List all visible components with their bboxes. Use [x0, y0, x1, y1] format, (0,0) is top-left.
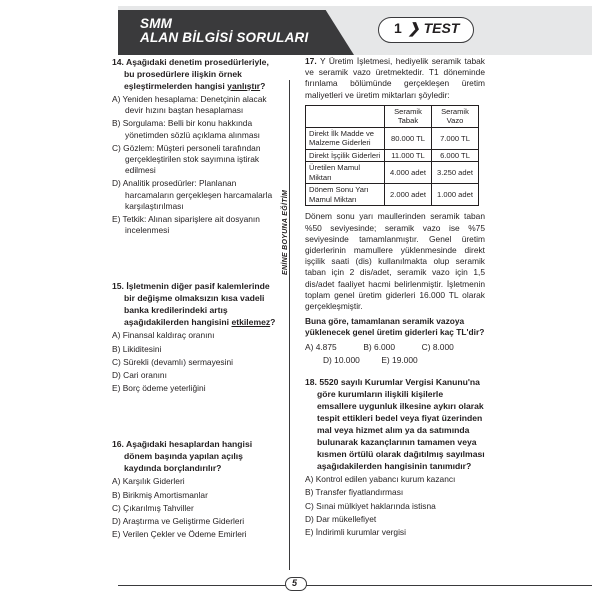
question-15 [112, 280, 280, 394]
question-18-number: 18. [305, 377, 317, 388]
table-row [306, 127, 479, 149]
question-14-option-e[interactable]: E) Tetkik: Alınan siparişlere ait dosyanın incelenmesi [112, 214, 260, 236]
table-cell: 6.000 TL [432, 149, 479, 162]
table-header-cell: Seramik Vazo [432, 105, 479, 127]
question-17-option-a[interactable]: A) 4.875 [305, 342, 337, 353]
question-15-option-d[interactable]: D) Cari oranını [112, 370, 167, 381]
question-17-answers-row1 [305, 342, 485, 353]
question-17-number: 17. [305, 56, 317, 66]
question-18-option-c[interactable]: C) Sınai mülkiyet haklarında istisna [305, 500, 436, 511]
table-header-cell [306, 105, 385, 127]
page-number: 5 [292, 578, 298, 588]
question-17-option-b[interactable]: B) 6.000 [363, 342, 395, 353]
question-16-number: 16. [112, 439, 124, 450]
header-title [140, 17, 308, 45]
question-15-option-a[interactable]: A) Finansal kaldıraç oranını [112, 330, 215, 341]
question-15-option-e[interactable]: E) Borç ödeme yeterliğini [112, 383, 206, 394]
question-15-option-c[interactable]: C) Sürekli (devamlı) sermayesini [112, 356, 233, 367]
right-column [305, 56, 485, 538]
question-17 [305, 56, 485, 366]
question-16 [112, 438, 280, 540]
column-divider [289, 80, 290, 570]
question-15-stem [112, 280, 280, 328]
question-15-emphasis: etkilemez [231, 317, 271, 328]
side-slogan: ENİNE BOYUNA EĞİTİM [282, 189, 289, 275]
table-cell: 80.000 TL [385, 127, 432, 149]
table-cell: Üretilen Mamul Miktarı [306, 162, 385, 184]
cost-table [305, 105, 479, 207]
question-16-option-d[interactable]: D) Araştırma ve Geliştirme Giderleri [112, 516, 245, 527]
question-14-option-d[interactable]: D) Analitik prosedürler: Planlanan harcamaların gerçekleşen harcamalarla karşılaştırılması [112, 178, 273, 211]
question-17-option-c[interactable]: C) 8.000 [421, 342, 454, 353]
table-cell: 4.000 adet [385, 162, 432, 184]
table-row [306, 162, 479, 184]
table-cell: 11.000 TL [385, 149, 432, 162]
question-18-option-e[interactable]: E) İndirimli kurumlar vergisi [305, 526, 406, 537]
question-18-option-b[interactable]: B) Transfer fiyatlandırması [305, 487, 404, 498]
question-18-stem [305, 376, 485, 472]
footer-line [118, 585, 592, 586]
question-16-option-b[interactable]: B) Birikmiş Amortismanlar [112, 489, 208, 500]
table-cell: Direkt İşçilik Giderleri [306, 149, 385, 162]
question-14-number: 14. [112, 57, 124, 67]
question-17-intro-text: Y Üretim İşletmesi, hediyelik seramik tabak ve seramik vazo üretmektedir. T1 döneminde fırınlama bölümünde gerçekleşen üretim maliyetleri ve üretim miktarları şöyledir: [305, 56, 485, 100]
question-16-option-c[interactable]: C) Çıkarılmış Tahviller [112, 502, 194, 513]
question-16-option-a[interactable]: A) Karşılık Giderleri [112, 476, 185, 487]
question-16-stem [112, 438, 280, 474]
test-number: 1 [394, 20, 402, 36]
question-14-stem [112, 56, 280, 92]
question-18-option-d[interactable]: D) Dar mükellefiyet [305, 513, 377, 524]
page-header [0, 0, 592, 55]
question-14-option-b[interactable]: B) Sorgulama: Belli bir konu hakkında yönetimden sözlü açıklama alınması [112, 118, 260, 140]
table-row [306, 149, 479, 162]
question-17-answers-row2 [305, 355, 485, 366]
question-14-stem-end: ? [260, 81, 266, 91]
question-15-number: 15. [112, 281, 124, 292]
question-15-stem-end: ? [270, 317, 276, 328]
test-label: ❯ TEST [408, 20, 460, 36]
question-18-stem-text: 5520 sayılı Kurumlar Vergisi Kanunu'na göre kurumların ilişkili kişilerle emsallere uygunluk ilkesine aykırı olarak tespit ettikleri bedel veya fiyat üzerinden mal veya hizmet alım ya da satımında bulunarak kazançlarının tamamen veya kısmen örtülü olarak dağıtılmış sayılması aşağıdakilerden hangisinin tanımıdır? [317, 377, 485, 472]
question-17-intro [305, 56, 485, 101]
question-14-option-c[interactable]: C) Gözlem: Müşteri personeli tarafından gerçekleştirilen stok sayımına iştirak edilmesi [112, 142, 261, 176]
question-14-stem-text: Aşağıdaki denetim prosedürleriyle, bu prosedürlere ilişkin örnek eşleştirmelerden hangisi [124, 57, 269, 91]
question-18-option-a[interactable]: A) Kontrol edilen yabancı kurum kazancı [305, 474, 456, 485]
table-header-row [306, 105, 479, 127]
table-cell: Dönem Sonu Yarı Mamul Miktarı [306, 184, 385, 206]
table-cell: 3.250 adet [432, 162, 479, 184]
header-title-line2: ALAN BİLGİSİ SORULARI [140, 30, 309, 45]
question-14 [112, 56, 280, 236]
question-16-option-e[interactable]: E) Verilen Çekler ve Ödeme Emirleri [112, 529, 247, 540]
question-14-emphasis: yanlıştır [227, 81, 261, 91]
question-17-option-d[interactable]: D) 10.000 [323, 355, 360, 366]
table-cell: 1.000 adet [432, 184, 479, 206]
question-14-option-a[interactable]: A) Yeniden hesaplama: Denetçinin alacak devir hızını baştan hesaplaması [112, 94, 267, 116]
question-16-stem-text: Aşağıdaki hesaplardan hangisi dönem başında yapılan açılış kaydında borçlandırılır? [124, 439, 253, 474]
question-17-question: Buna göre, tamamlanan seramik vazoya yüklenecek genel üretim giderleri kaç TL'dir? [305, 316, 485, 338]
question-15-option-b[interactable]: B) Likiditesini [112, 343, 162, 354]
table-cell: Direkt İlk Madde ve Malzeme Giderleri [306, 127, 385, 149]
table-header-cell: Seramik Tabak [385, 105, 432, 127]
question-17-body: Dönem sonu yarı maullerinden seramik taban %50 seviyesinde; seramik vazo ise %75 seviyesinde tamamlanmıştır. Genel üretim giderlerinin mamullere yüklenmesinde direkt işçilik saati (dis) kullanılmakta olup seramik taban için 2 dis/adet, seramik vazo için 1,5 dis/adet faaliyet hacmi belirlenmiştir. İşletmenin toplam genel üretim giderleri 16.000 TL olarak gerçekleşmiştir. [305, 211, 485, 311]
question-18 [305, 376, 485, 538]
question-17-option-e[interactable]: E) 19.000 [381, 355, 418, 366]
question-15-stem-text: İşletmenin diğer pasif kalemlerinde bir değişme olmaksızın kısa vadeli banka kredilerindeki artış aşağıdakilerden hangisini [124, 281, 270, 328]
left-column [112, 56, 280, 540]
table-cell: 2.000 adet [385, 184, 432, 206]
table-cell: 7.000 TL [432, 127, 479, 149]
header-title-line1: SMM [140, 16, 173, 31]
table-row [306, 184, 479, 206]
